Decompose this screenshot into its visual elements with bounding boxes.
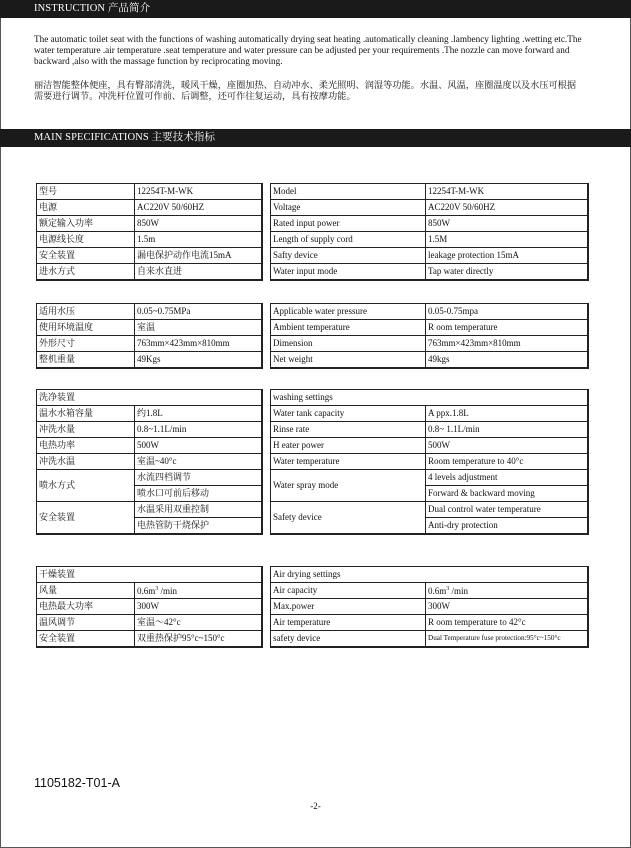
table-row: Rinse rate 0.8~ 1.1L/min xyxy=(271,422,589,438)
page-number: -2- xyxy=(310,801,321,811)
spec-table-drying-en xyxy=(270,566,589,648)
table-header-row: 干燥装置 xyxy=(37,567,263,583)
table-row: 电热功率 500W xyxy=(37,438,263,454)
table-row: 安全装置 水温采用双重控制 xyxy=(37,502,263,518)
document-code: 1105182-T01-A xyxy=(34,776,120,790)
table-row: H eater power 500W xyxy=(271,438,589,454)
table-row: 风量 $0.6m^3$ /min xyxy=(37,583,263,599)
table-row: Air capacity $0.6m^3$ /min xyxy=(271,583,589,599)
table-row: 进水方式 自来水直进 xyxy=(37,264,263,281)
spec-table-washing-en xyxy=(270,389,589,535)
table-row: Dimension 763mm×423mm×810mm xyxy=(271,336,589,352)
table-row: 额定输入功率 850W xyxy=(37,216,263,232)
table-header-row: 洗净装置 xyxy=(37,390,263,406)
table-row: 安全装置 漏电保护动作电流15mA xyxy=(37,248,263,264)
specs-heading: MAIN SPECIFICATIONS 主要技术指标 xyxy=(0,129,631,147)
table-row: 适用水压 0.05~0.75MPa xyxy=(37,304,263,320)
table-row: Water input mode Tap water directly xyxy=(271,264,589,281)
spec-table-washing-zh xyxy=(36,389,263,535)
table-row: Safty device leakage protection 15mA xyxy=(271,248,589,264)
table-row: Rated input power 850W xyxy=(271,216,589,232)
table-header-row: Air drying settings xyxy=(271,567,589,583)
table-row: 电源线长度 1.5m xyxy=(37,232,263,248)
instruction-text-zh: 丽洁智能整体便座，具有臀部清洗，暖风干燥，座圈加热、自动冲水、柔光照明、润湿等功能。水温、风温，座圈温度以及水压可根据需要进行调节。冲洗杆位置可作前、后调整，还可作往复运动，具有按摩功能。 xyxy=(34,80,577,101)
table-header-row: washing settings xyxy=(271,390,589,406)
table-row: 喷水口可前后移动 xyxy=(37,486,263,502)
table-row: 整机重量 49Kgs xyxy=(37,352,263,369)
table-row: Net weight 49kgs xyxy=(271,352,589,369)
table-row: 温风调节 室温～42°c xyxy=(37,615,263,631)
table-row: 型号 12254T-M-WK xyxy=(37,184,263,200)
table-row: Length of supply cord 1.5M xyxy=(271,232,589,248)
table-row: Water spray mode 4 levels adjustment xyxy=(271,470,589,486)
spec-table-physical-en xyxy=(270,303,589,369)
table-row: Anti-dry protection xyxy=(271,518,589,535)
table-row: 电源 AC220V 50/60HZ xyxy=(37,200,263,216)
table-row: Safety device Dual control water temperature xyxy=(271,502,589,518)
table-row: Model 12254T-M-WK xyxy=(271,184,589,200)
table-row: 喷水方式 水流四档调节 xyxy=(37,470,263,486)
table-row: 使用环境温度 室温 xyxy=(37,320,263,336)
table-row: Ambient temperature R oom temperature xyxy=(271,320,589,336)
table-row: safety device Dual Temperature fuse protection:95°c~150°c xyxy=(271,631,589,648)
table-row: 电热管防干烧保护 xyxy=(37,518,263,535)
table-row: 外形尺寸 763mm×423mm×810mm xyxy=(37,336,263,352)
instruction-text-en: The automatic toilet seat with the functions of washing automatically drying seat heating .automatically cleaning .lambency lighting .wetting etc.The water temperature .air temperature .seat temperature and water pressure can be adjusted per your requirements .The nozzle can move forward and backward ,also with the massage function by reciprocating moving. xyxy=(34,34,582,66)
table-row: 冲洗水温 室温~40°c xyxy=(37,454,263,470)
spec-table-basic-en xyxy=(270,183,589,281)
table-row: Air temperature R oom temperature to 42°c xyxy=(271,615,589,631)
table-row: Water temperature Room temperature to 40°c xyxy=(271,454,589,470)
table-row: Water tank capacity A ppx.1.8L xyxy=(271,406,589,422)
table-row: 冲洗水量 0.8~1.1L/min xyxy=(37,422,263,438)
spec-table-drying-zh xyxy=(36,566,263,648)
table-row: 安全装置 双重热保护95°c~150°c xyxy=(37,631,263,648)
table-row: Voltage AC220V 50/60HZ xyxy=(271,200,589,216)
table-row: Forward & backward moving xyxy=(271,486,589,502)
table-row: 温水水箱容量 约1.8L xyxy=(37,406,263,422)
table-row: Max.power 300W xyxy=(271,599,589,615)
spec-table-basic-zh xyxy=(36,183,263,281)
table-row: 电热最大功率 300W xyxy=(37,599,263,615)
table-row: Applicable water pressure 0.05-0.75mpa xyxy=(271,304,589,320)
spec-table-physical-zh xyxy=(36,303,263,369)
instruction-heading: INSTRUCTION 产品简介 xyxy=(0,0,631,18)
